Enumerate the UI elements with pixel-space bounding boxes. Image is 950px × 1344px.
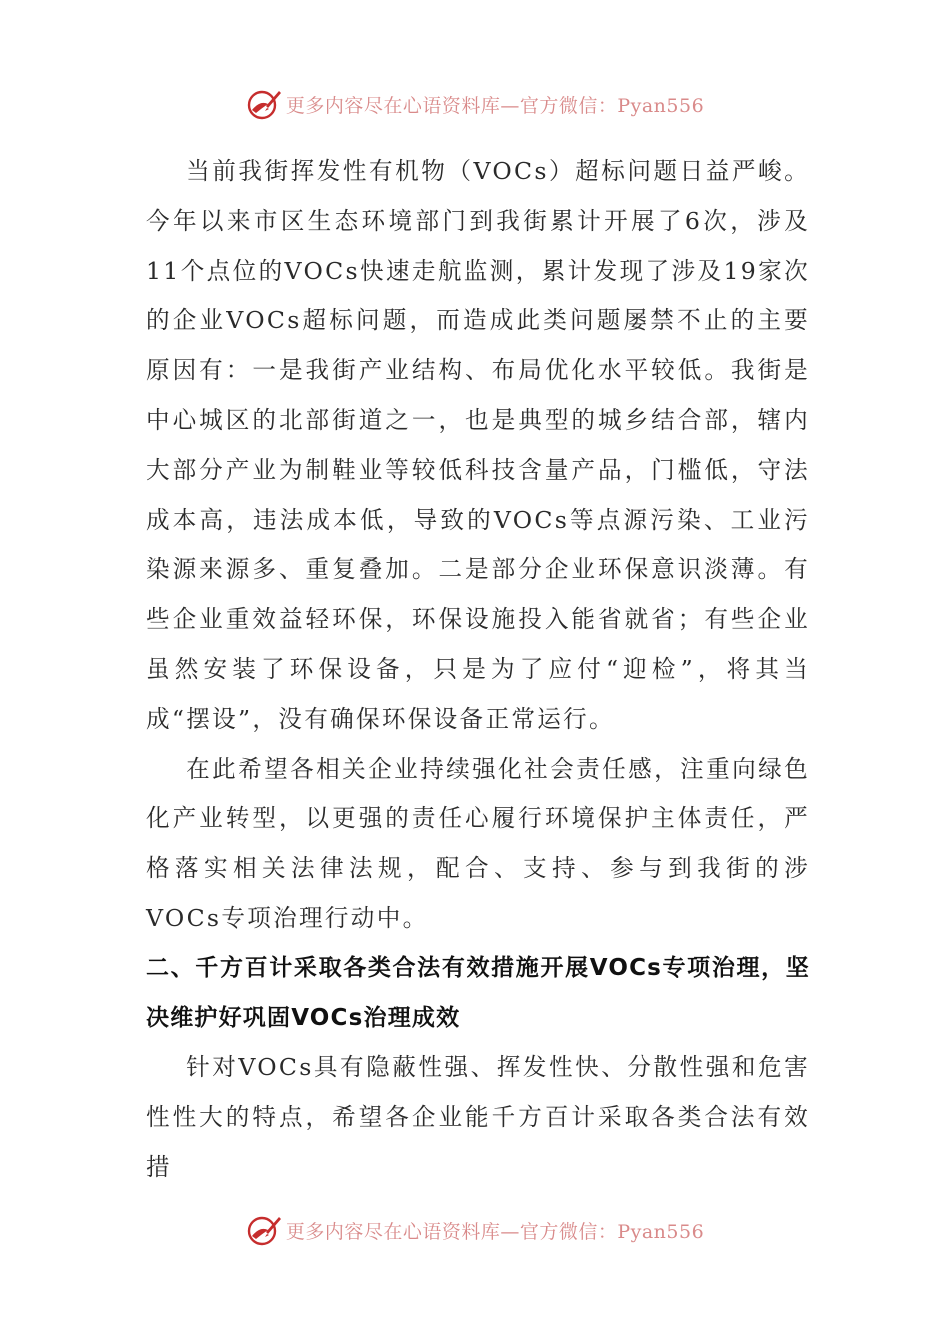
header-banner-text: 更多内容尽在心语资料库—官方微信：Pyan556: [285, 94, 705, 117]
body-paragraph-2: 在此希望各相关企业持续强化社会责任感，注重向绿色化产业转型，以更强的责任心履行环境保护主体责任，严格落实相关法律法规，配合、支持、参与到我街的涉VOCs专项治理行动中。: [146, 754, 810, 932]
body-paragraph-3: 针对VOCs具有隐蔽性强、挥发性快、分散性强和危害性性大的特点，希望各企业能千方百计采取各类合法有效措: [146, 1053, 810, 1181]
document-body: [146, 147, 810, 1193]
pen-emblem-icon: [246, 1212, 282, 1248]
pen-emblem-icon: [246, 86, 282, 122]
footer-banner-text: 更多内容尽在心语资料库—官方微信：Pyan556: [285, 1220, 705, 1243]
header-watermark-banner: [0, 84, 950, 124]
section-heading: 二、千方百计采取各类合法有效措施开展VOCs专项治理，坚决维护好巩固VOCs治理成效: [146, 954, 810, 1031]
body-paragraph-1: 当前我街挥发性有机物（VOCs）超标问题日益严峻。今年以来市区生态环境部门到我街累计开展了6次，涉及11个点位的VOCs快速走航监测，累计发现了涉及19家次的企业VOCs超标问题，而造成此类问题屡禁不止的主要原因有：一是我街产业结构、布局优化水平较低。我街是中心城区的北部街道之一，也是典型的城乡结合部，辖内大部分产业为制鞋业等较低科技含量产品，门槛低，守法成本高，违法成本低，导致的VOCs等点源污染、工业污染源来源多、重复叠加。二是部分企业环保意识淡薄。有些企业重效益轻环保，环保设施投入能省就省；有些企业虽然安装了环保设备，只是为了应付“迎检”，将其当成“摆设”，没有确保环保设备正常运行。: [146, 157, 810, 733]
footer-watermark-banner: [0, 1210, 950, 1250]
